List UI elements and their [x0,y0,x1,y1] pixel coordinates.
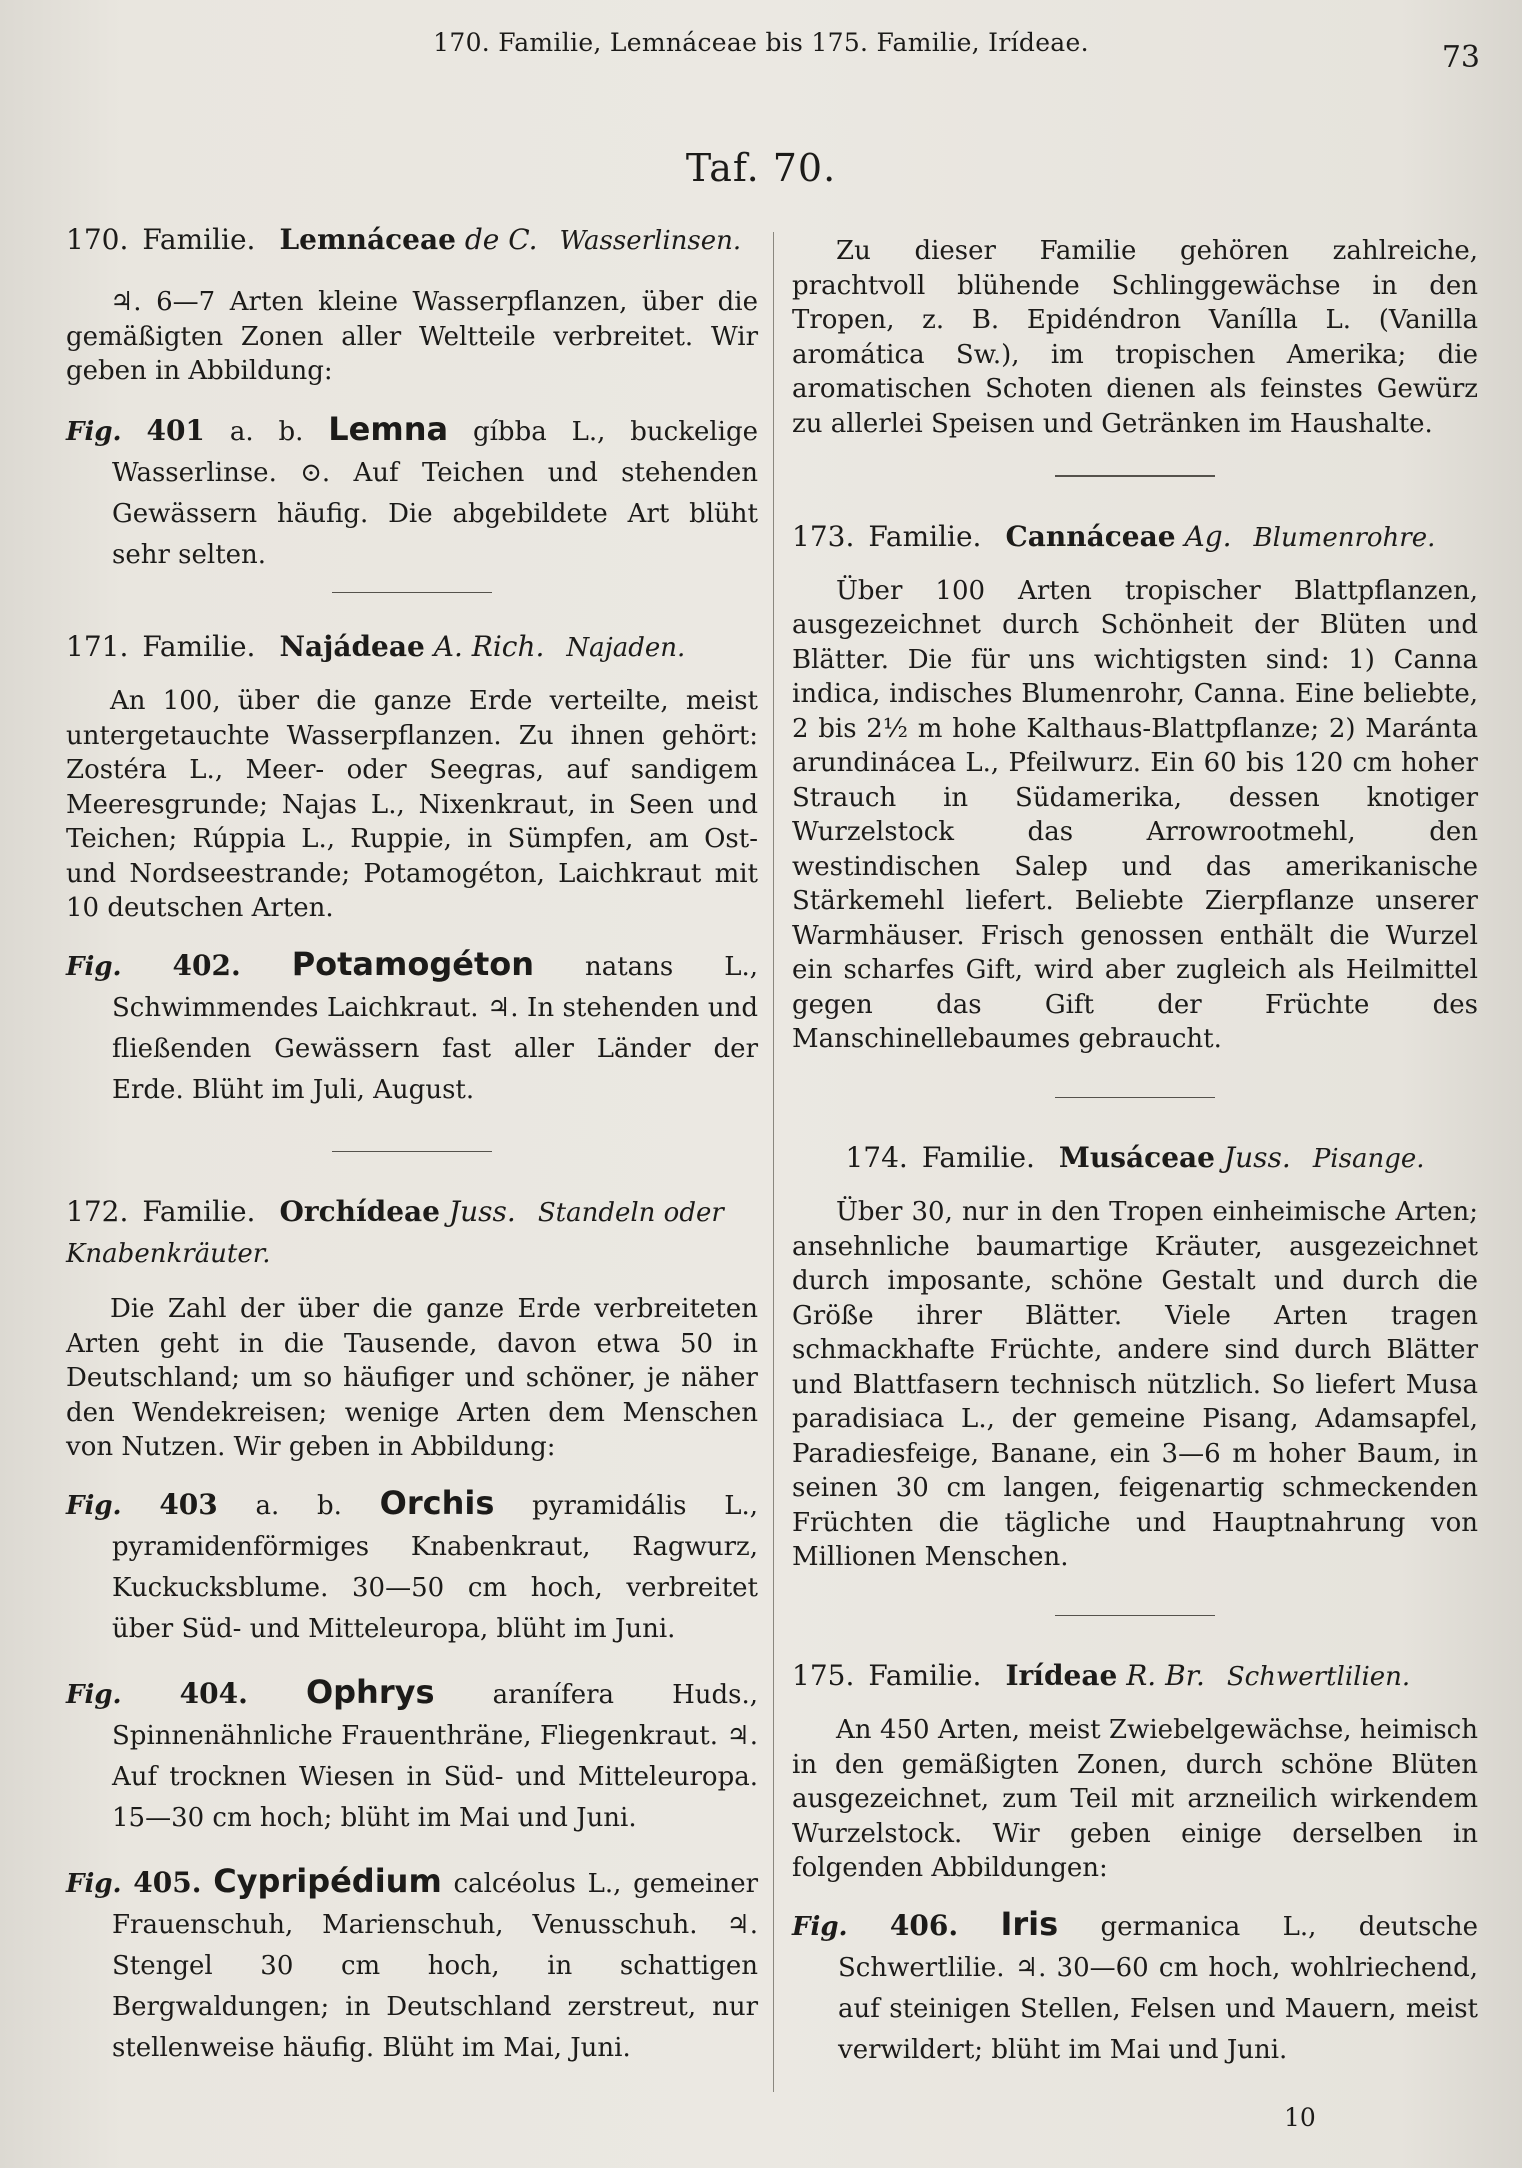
family-heading-172 [66,1192,758,1274]
fig-number: 401 [146,413,205,447]
family-word: Familie. [142,1195,256,1228]
family-name: Musáceae [1058,1141,1215,1174]
fig-description: pyramidális L., pyramidenförmiges Knabenkraut, Ragwurz, Kuckucksblume. 30—50 cm hoch, verbreitet über Süd- und Mitteleuropa, blüht im Juni. [112,1490,758,1644]
family-word: Familie. [142,223,256,256]
family-description-171: An 100, über die ganze Erde verteilte, meist untergetauchte Wasserpflanzen. Zu ihnen gehört: Zostéra L., Meer- oder Seegras, auf sandigem Meeresgrunde; Najas L., Nixenkraut, in Seen und Teichen; Rúppia L., Ruppie, in Sümpfen, am Ost- und Nordseestrande; Potamogéton, Laichkraut mit 10 deutschen Arten. [66,686,758,923]
family-name: Orchídeae [279,1195,440,1228]
family-number: 171. [66,630,129,663]
figure-entry-406 [792,1904,1478,2071]
fig-label: Fig. [66,1868,122,1899]
fig-description: germanica L., deutsche Schwertlilie. ♃. 30—60 cm hoch, wohlriechend, auf steinigen Stellen, Felsen und Mauern, meist verwildert; blüht im Mai und Juni. [838,1911,1478,2065]
fig-number: 405. [133,1865,202,1899]
family-number: 170. [66,223,129,256]
figure-entry-402 [66,944,758,1111]
signature-mark: 10 [1284,2103,1316,2132]
family-heading-171 [66,627,758,668]
family-heading-174 [792,1138,1478,1179]
fig-label: Fig. [792,1911,848,1942]
family-name: Cannáceae [1005,519,1176,553]
left-column [66,220,758,2069]
section-divider [332,1151,492,1153]
fig-number: 403 [159,1487,218,1521]
fig-number: 406. [889,1908,959,1942]
plate-title: Taf. 70. [685,146,837,190]
family-heading-173 [792,517,1478,558]
family-german-name: Najaden. [566,633,686,663]
section-divider [1055,475,1215,477]
fig-label: Fig. [66,951,122,982]
genus-name: Iris [1000,1904,1059,1943]
family-word: Familie. [142,630,256,663]
family-name: Lemnáceae [279,223,456,256]
family-heading-175 [792,1656,1478,1697]
section-divider [332,592,492,594]
fig-label: Fig. [66,1679,122,1710]
family-author: A. Rich. [433,630,545,663]
family-name: Najádeae [279,630,425,663]
fig-label: Fig. [66,1490,122,1521]
running-head: 170. Familie, Lemnáceae bis 175. Familie, Irídeae. [433,28,1089,57]
family-heading-170 [66,220,758,261]
family-word: Familie. [921,1141,1035,1174]
fig-parts: a. b. [229,416,304,447]
fig-label: Fig. [66,416,122,447]
fig-description: natans L., Schwimmendes Laichkraut. ♃. In stehenden und fließenden Gewässern fast aller Länder der Erde. Blüht im Juli, August. [112,951,758,1105]
fig-number: 402. [172,948,241,982]
fig-parts: a. b. [255,1490,342,1521]
figure-entry-404 [66,1672,758,1839]
section-divider [1055,1097,1215,1099]
genus-name: Potamogéton [291,944,535,983]
fig-description: aranífera Huds., Spinnenähnliche Frauenthräne, Fliegenkraut. ♃. Auf trocknen Wiesen in Süd- und Mitteleuropa. 15—30 cm hoch; blüht im Mai und Juni. [112,1679,759,1833]
figure-entry-401 [66,409,758,576]
fig-description: calcéolus L., gemeiner Frauenschuh, Marienschuh, Venusschuh. ♃. Stengel 30 cm hoch, in schattigen Bergwaldungen; in Deutschland zerstreut, nur stellenweise häufig. Blüht im Mai, Juni. [112,1868,759,2063]
family-description-174: Über 30, nur in den Tropen einheimische Arten; ansehnliche baumartige Kräuter, ausgezeichnet durch imposante, schöne Gestalt und durch die Größe ihrer Blätter. Viele Arten tragen schmackhafte Früchte, andere sind durch Blätter und Blattfasern technisch nützlich. So liefert Musa paradisiaca L., der gemeine Pisang, Adamsapfel, Paradiesfeige, Banane, ein 3—6 m hoher Baum, in seinen 30 cm langen, feigenartig schmeckenden Früchten die tägliche und Hauptnahrung von Millionen Menschen. [792,1197,1478,1572]
family-author: Ag. [1184,519,1232,553]
genus-name: Ophrys [305,1672,435,1711]
family-german-name: Blumenrohre. [1253,522,1436,553]
family-name: Irídeae [1005,1659,1118,1692]
genus-name: Lemna [328,409,449,448]
family-author: de C. [464,223,538,256]
family-german-name: Schwertlilien. [1226,1662,1411,1692]
family-description-173: Über 100 Arten tropischer Blattpflanzen, ausgezeichnet durch Schönheit der Blüten und Blätter. Die für uns wichtigsten sind: 1) Canna indica, indisches Blumenrohr, Canna. Eine beliebte, 2 bis 2½ m hohe Kalthaus-Blattpflanze; 2) Maránta arundinácea L., Pfeilwurz. Ein 60 bis 120 cm hoher Strauch in Südamerika, dessen knotiger Wurzelstock das Arrowrootmehl, den westindischen Salep und das amerikanische Stärkemehl liefert. Beliebte Zierpflanze unserer Warmhäuser. Frisch genossen enthält die Wurzel ein scharfes Gift, wird aber zugleich als Heilmittel gegen das Gift der Früchte des Manschinellebaumes gebraucht. [792,575,1478,1054]
figure-entry-405 [66,1861,758,2069]
section-divider [1055,1615,1215,1617]
family-number: 172. [66,1195,129,1228]
family-description-170: ♃. 6—7 Arten kleine Wasserpflanzen, über die gemäßigten Zonen aller Weltteile verbreitet. Wir geben in Abbildung: [66,287,758,386]
family-author: Juss. [448,1195,516,1228]
family-number: 174. [845,1141,908,1174]
column-rule [773,232,774,2092]
page-number: 73 [1441,40,1480,75]
orchid-family-continuation: Zu dieser Familie gehören zahlreiche, prachtvoll blühende Schlinggewächse in den Tropen, z. B. Epidéndron Vanílla L. (Vanilla aromática Sw.), im tropischen Amerika; die aromatischen Schoten dienen als feinstes Gewürz zu allerlei Speisen und Getränken im Haushalte. [792,236,1478,439]
family-german-name: Pisange. [1312,1144,1425,1174]
family-author: R. Br. [1126,1659,1205,1692]
family-description-172: Die Zahl der über die ganze Erde verbreiteten Arten geht in die Tausende, davon etwa 50 in Deutschland; um so häufiger und schöner, je näher den Wendekreisen; wenige Arten dem Menschen von Nutzen. Wir geben in Abbildung: [66,1294,758,1462]
family-german-name: Wasserlinsen. [559,226,742,256]
family-number: 175. [792,1659,855,1692]
genus-name: Orchis [379,1483,495,1522]
family-word: Familie. [868,1659,982,1692]
genus-name: Cypripédium [213,1861,442,1900]
family-german-name: Standeln oder Knabenkräuter. [66,1198,724,1269]
figure-entry-403 [66,1483,758,1650]
fig-number: 404. [179,1676,248,1710]
family-word: Familie. [868,519,982,553]
fig-description: gíbba L., buckelige Wasserlinse. ⊙. Auf Teichen und stehenden Gewässern häufig. Die abgebildete Art blüht sehr selten. [112,416,759,570]
right-column [792,220,1478,2071]
family-description-175: An 450 Arten, meist Zwiebelgewächse, heimisch in den gemäßigten Zonen, durch schöne Blüten ausgezeichnet, zum Teil mit arzneilich wirkendem Wurzelstock. Wir geben einige derselben in folgenden Abbildungen: [792,1715,1478,1883]
family-author: Juss. [1223,1141,1291,1174]
family-number: 173. [792,519,855,553]
